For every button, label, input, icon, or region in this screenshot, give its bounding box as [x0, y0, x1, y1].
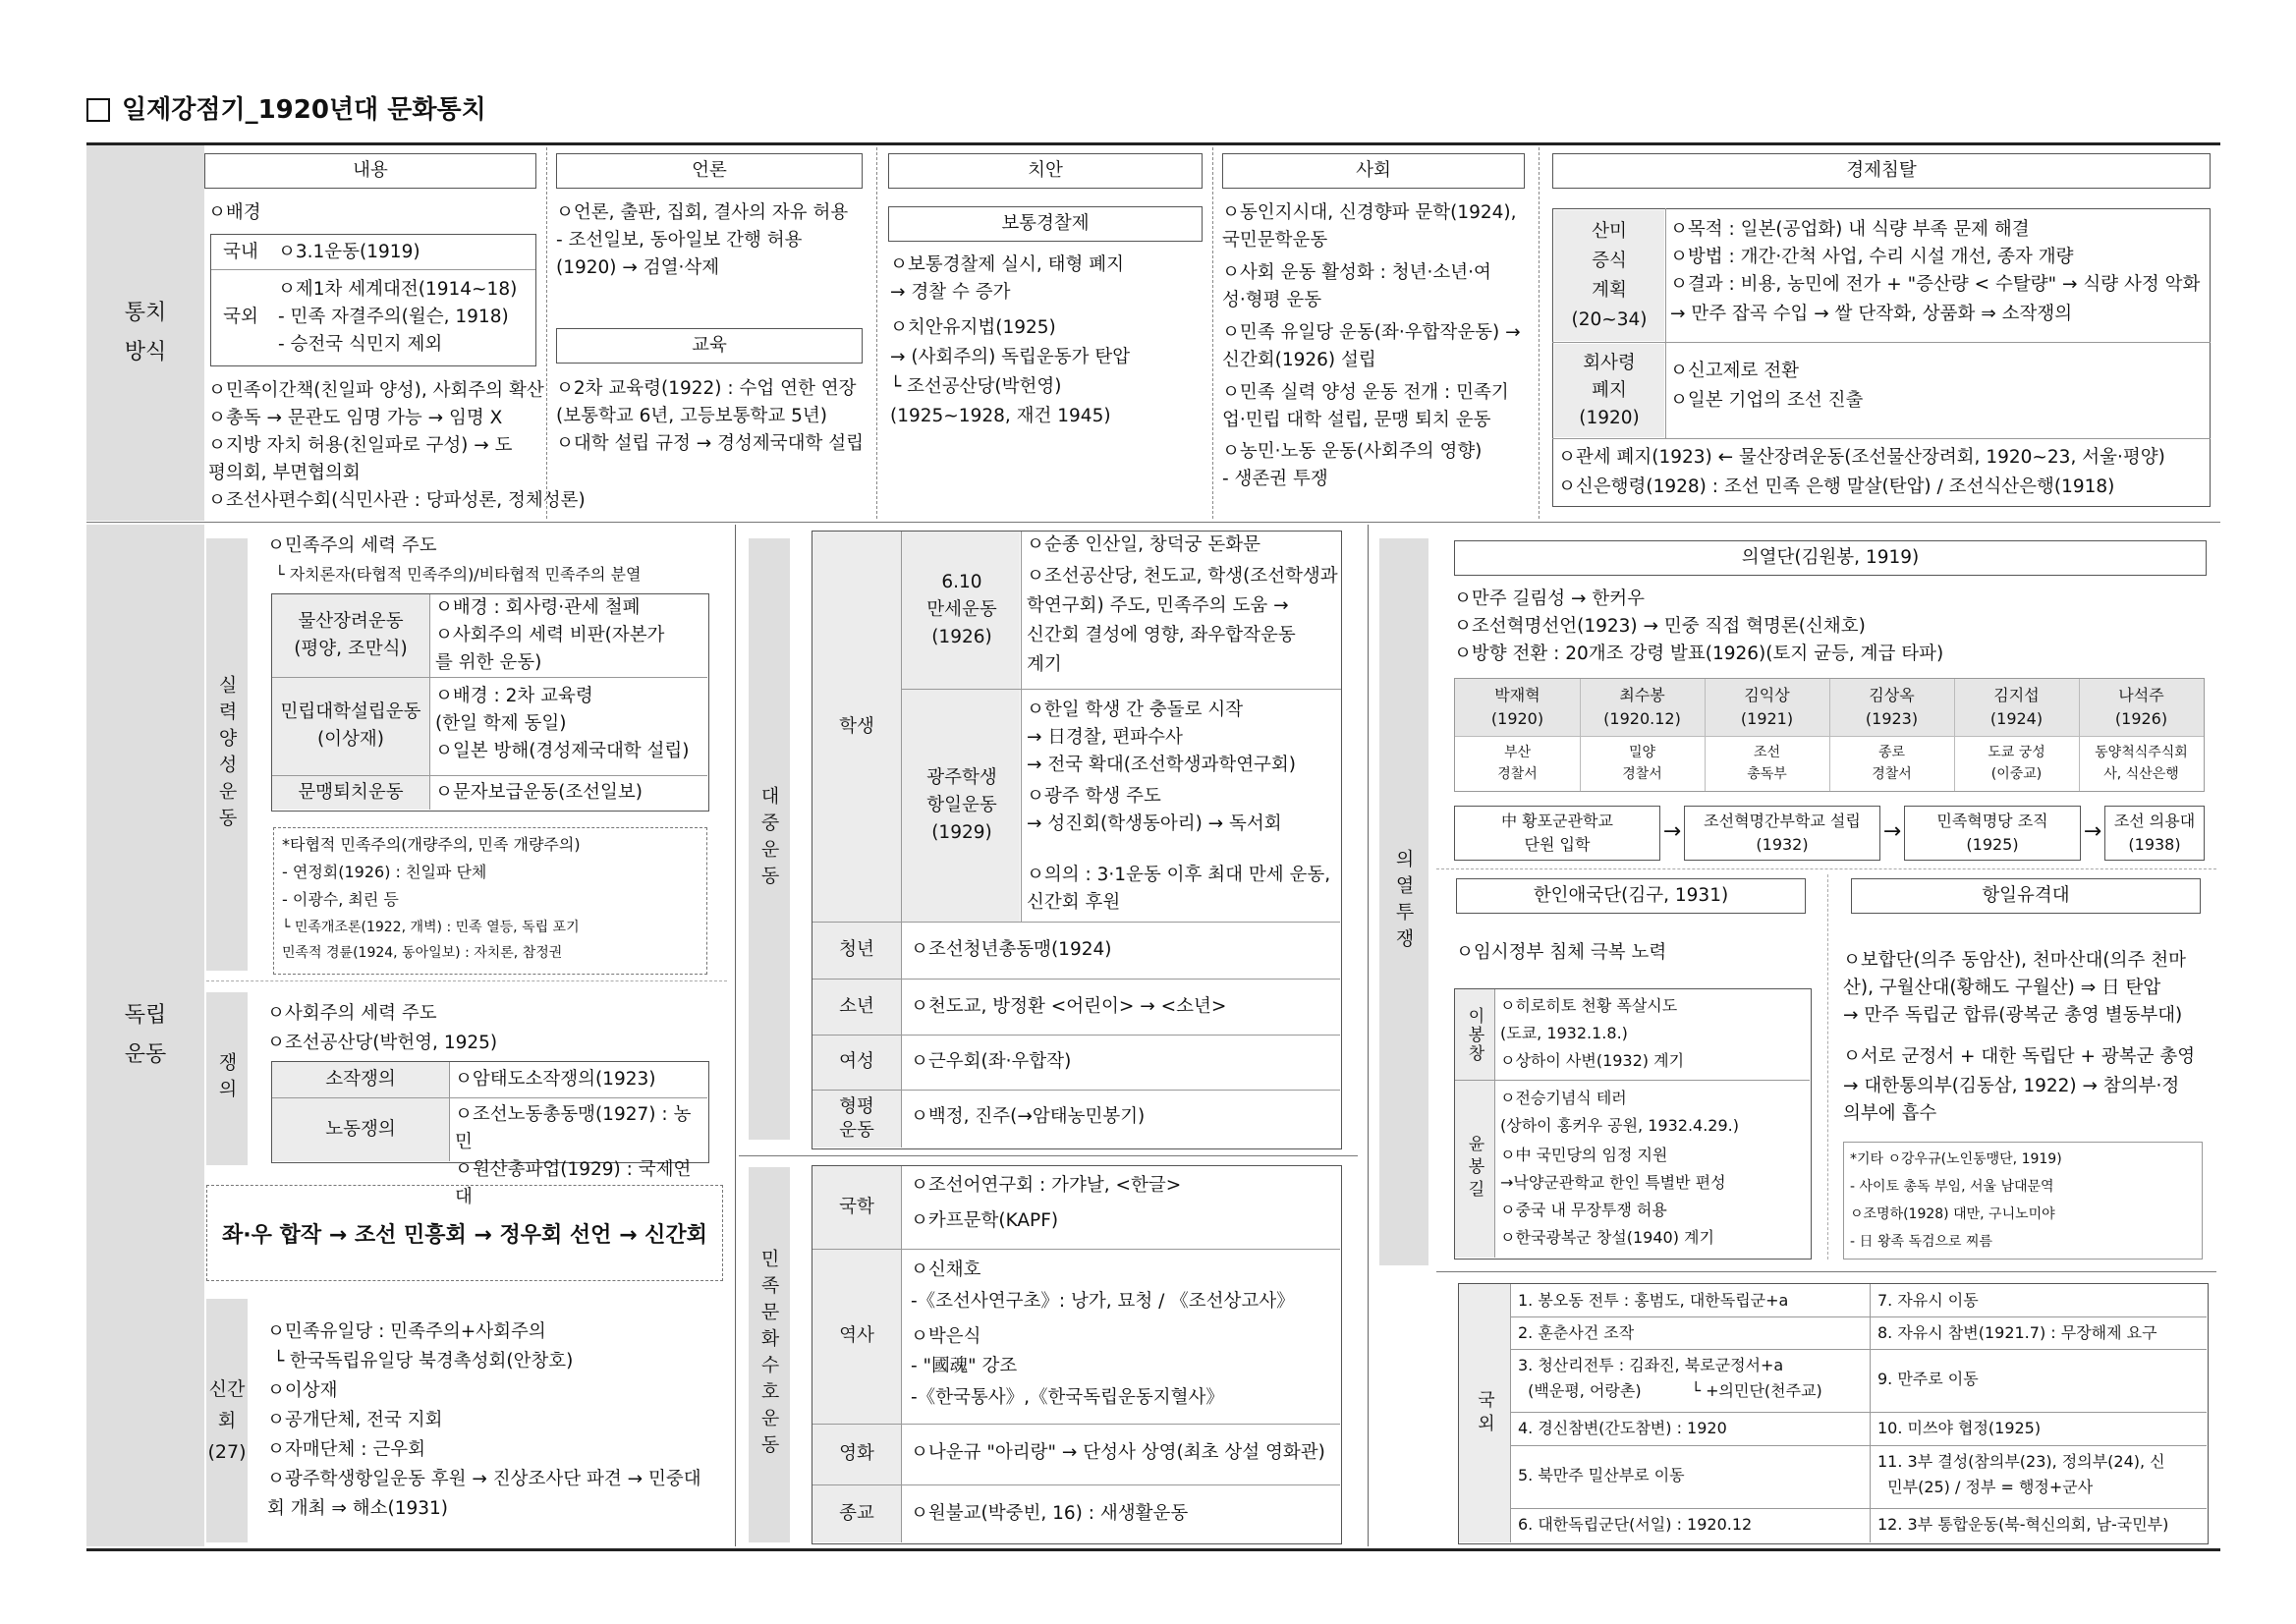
- abroad-label: 국외: [1459, 1284, 1510, 1542]
- guerrilla-item: → 대한통의부(김동삼, 1922) → 참의부·정: [1843, 1076, 2180, 1096]
- gwangju-label: 광주학생 항일운동 (1929): [926, 766, 997, 843]
- corp-item: ㅇ일본 기업의 조선 진출: [1670, 390, 1864, 411]
- dispute-row-name: 노동쟁의: [325, 1118, 396, 1140]
- page-title: 일제강점기_1920년대 문화통치: [122, 95, 486, 125]
- security-item: ㅇ치안유지법(1925): [890, 317, 1056, 338]
- society-item: 성·형평 운동: [1222, 290, 1322, 310]
- dispute-head: ㅇ사회주의 세력 주도: [267, 1003, 437, 1024]
- guerrilla-item: 산), 구월산대(황해도 구월산) ⇒ 日 탄압: [1843, 978, 2161, 998]
- content-item: ㅇ지방 자치 허용(친일파로 구성) → 도: [208, 435, 513, 456]
- uiyeol-header: 의열단(김원봉, 1919): [1454, 540, 2207, 576]
- section-divider: [86, 522, 2220, 523]
- singan-item: ㅇ공개단체, 전국 지회: [267, 1410, 443, 1430]
- rice-item: ㅇ방법 : 개간·간척 사업, 수리 시설 개선, 종자 개량: [1670, 247, 2074, 267]
- compromise-line: - 이광수, 최린 등: [282, 890, 399, 909]
- abroad-item: 6. 대한독립군단(서일) : 1920.12: [1518, 1515, 1753, 1534]
- singan-item: └ 한국독립유일당 북경촉성회(안창호): [273, 1351, 574, 1372]
- mass-movement-label: 대중운동: [749, 538, 790, 1140]
- june10-item: ㅇ조선공산당, 천도교, 학생(조선학생과: [1027, 566, 1338, 587]
- attack-place: 동양척식주식회 사, 식산은행: [2095, 745, 2188, 782]
- women-desc: ㅇ근우회(좌·우합작): [911, 1051, 1072, 1072]
- culture-label: 민족문화수호운동: [749, 1167, 790, 1542]
- attack-name: 김익상 (1921): [1740, 686, 1794, 728]
- gwangju-item: → 日경찰, 편파수사: [1027, 727, 1183, 748]
- flow-step: 中 황포군관학교 단원 입학: [1454, 806, 1660, 861]
- society-item: ㅇ농민·노동 운동(사회주의 영향): [1222, 441, 1483, 462]
- history-item: -《조선사연구초》: 낭가, 묘청 / 《조선상고사》: [911, 1291, 1295, 1312]
- abroad-item: 1. 봉오동 전투 : 홍범도, 대한독립군+a: [1518, 1291, 1789, 1310]
- society-item: ㅇ민족 실력 양성 운동 전개 : 민족기: [1222, 382, 1509, 403]
- lee-item: ㅇ히로히토 천황 폭살시도: [1500, 996, 1678, 1015]
- abroad-item: 12. 3부 통합운동(북-혁신의회, 남-국민부): [1877, 1515, 2169, 1534]
- bottom-rule: [86, 1548, 2220, 1551]
- security-item: → 경찰 수 증가: [890, 282, 1011, 303]
- content-item: 평의회, 부면협의회: [208, 463, 361, 483]
- june10-item: ㅇ순종 인산일, 창덕궁 돈화문: [1027, 534, 1260, 555]
- dispute-head: ㅇ조선공산당(박헌영, 1925): [267, 1033, 498, 1053]
- attack-place: 조선 총독부: [1747, 745, 1787, 782]
- culture-table: [812, 1165, 1342, 1544]
- korean-item: ㅇ카프문학(KAPF): [911, 1210, 1059, 1231]
- misc-line: ㅇ조명하(1928) 대만, 구니노미야: [1850, 1206, 2055, 1222]
- singan-item: ㅇ자매단체 : 근우회: [267, 1439, 425, 1460]
- corp-item: ㅇ신고제로 전환: [1670, 361, 1799, 381]
- dispute-table: [271, 1061, 709, 1207]
- society-item: 업·민립 대학 설립, 문맹 퇴치 운동: [1222, 410, 1491, 430]
- society-item: 신간회(1926) 설립: [1222, 350, 1376, 370]
- gwangju-item: → 성진회(학생동아리) → 독서회: [1027, 813, 1282, 834]
- yoon-item: (상하이 홍커우 공원, 1932.4.29.): [1500, 1116, 1739, 1135]
- domestic-label: 국내: [223, 242, 258, 262]
- june10-item: 학연구회) 주도, 민족주의 도움 →: [1027, 595, 1289, 616]
- history-item: ㅇ박은식: [911, 1326, 981, 1347]
- foreign-label: 국외: [223, 307, 258, 327]
- dispute-label: 쟁의: [206, 992, 248, 1165]
- youth-label: 청년: [839, 939, 874, 960]
- aegook-header: 한인애국단(김구, 1931): [1456, 878, 1806, 914]
- lee-item: (도쿄, 1932.1.8.): [1500, 1024, 1628, 1042]
- abroad-item: 8. 자유시 참변(1921.7) : 무장해제 요구: [1877, 1323, 2157, 1342]
- attack-place: 부산 경찰서: [1497, 745, 1538, 782]
- foreign-line-1: ㅇ제1차 세계대전(1914~18): [278, 279, 518, 300]
- religion-label: 종교: [839, 1502, 874, 1524]
- film-label: 영화: [839, 1443, 874, 1464]
- society-item: ㅇ사회 운동 활성화 : 청년·소년·여: [1222, 262, 1491, 283]
- lee-label: 이봉창: [1464, 1006, 1484, 1063]
- guerrilla-item: ㅇ서로 군정서 + 대한 독립단 + 광복군 총영: [1843, 1046, 2196, 1067]
- silryeok-table: [271, 593, 709, 812]
- attack-name: 김지섭 (1924): [1989, 686, 2044, 728]
- abroad-item: 9. 만주로 이동: [1877, 1370, 1979, 1388]
- press-item: ㅇ언론, 출판, 집회, 결사의 자유 허용: [556, 202, 849, 223]
- hyeongpyeong-label: 형평 운동: [839, 1095, 874, 1141]
- attack-name: 최수봉 (1920.12): [1603, 686, 1681, 728]
- attack-name: 김상옥 (1923): [1865, 686, 1919, 728]
- silryeok-row-name: 문맹퇴치운동: [298, 781, 404, 803]
- gwangju-item: ㅇ광주 학생 주도: [1027, 786, 1161, 807]
- religion-desc: ㅇ원불교(박중빈, 16) : 새생활운동: [911, 1503, 1189, 1524]
- security-item: → (사회주의) 독립운동가 탄압: [890, 347, 1131, 367]
- silryeok-row-desc: ㅇ문자보급운동(조선일보): [435, 782, 644, 803]
- june10-item: 계기: [1027, 654, 1062, 675]
- mass-table: [812, 531, 1342, 1149]
- dispute-row-desc: ㅇ암태도소작쟁의(1923): [455, 1069, 656, 1090]
- flow-arrow-icon: →: [1662, 819, 1682, 844]
- gwangju-item: ㅇ의의 : 3·1운동 이후 최대 만세 운동,: [1027, 865, 1331, 885]
- abroad-item: 7. 자유시 이동: [1877, 1291, 1979, 1310]
- silryeok-label: 실력양성운동: [206, 538, 248, 971]
- education-item: ㅇ대학 설립 규정 → 경성제국대학 설립: [556, 433, 864, 454]
- compromise-line: └ 민족개조론(1922, 개벽) : 민족 열등, 독립 포기: [282, 920, 580, 935]
- dispute-row-name: 소작쟁의: [325, 1069, 396, 1090]
- security-header: 치안: [888, 153, 1203, 189]
- police-system-box: 보통경찰제: [888, 206, 1203, 242]
- economy-header: 경제침탈: [1552, 153, 2211, 189]
- flow-arrow-icon: →: [1882, 819, 1902, 844]
- uiyeol-item: ㅇ만주 길림성 → 한커우: [1454, 588, 1645, 609]
- dispute-row-desc: ㅇ조선노동총동맹(1927) : 농민 ㅇ원산총파업(1929) : 국제연대: [455, 1104, 692, 1207]
- flow-step: 조선혁명간부학교 설립 (1932): [1684, 806, 1880, 861]
- misc-line: - 사이토 총독 부임, 서울 남대문역: [1850, 1179, 2054, 1195]
- content-item: ㅇ총독 → 문관도 임명 가능 → 임명 X: [208, 408, 503, 428]
- society-item: ㅇ동인지시대, 신경향파 문학(1924),: [1222, 202, 1517, 223]
- security-item: └ 조선공산당(박헌영): [890, 376, 1062, 397]
- yoon-item: →낙양군관학교 한인 특별반 편성: [1500, 1173, 1726, 1192]
- abroad-item: 2. 훈춘사건 조작: [1518, 1323, 1635, 1342]
- guerrilla-item: 의부에 흡수: [1843, 1103, 1937, 1124]
- flow-arrow-icon: →: [2083, 819, 2102, 844]
- attack-name: 박재혁 (1920): [1490, 686, 1544, 728]
- attack-place: 밀양 경찰서: [1622, 745, 1662, 782]
- society-item: - 생존권 투쟁: [1222, 469, 1328, 489]
- singan-item: ㅇ이상재: [267, 1380, 338, 1401]
- content-header: 내용: [204, 153, 536, 189]
- yoon-label: 윤봉길: [1464, 1135, 1484, 1203]
- economy-item: ㅇ관세 폐지(1923) ← 물산장려운동(조선물산장려회, 1920~23, 서울·평양): [1558, 447, 2165, 468]
- abroad-item: 5. 북만주 밀산부로 이동: [1518, 1466, 1685, 1484]
- uiyeol-item: ㅇ조선혁명선언(1923) → 민중 직접 혁명론(신채호): [1454, 616, 1866, 637]
- june10-label: 6.10 만세운동 (1926): [926, 572, 997, 647]
- compromise-box: [273, 827, 707, 975]
- silryeok-row-desc: ㅇ배경 : 회사령·관세 철폐 ㅇ사회주의 세력 비판(자본가 를 위한 운동): [435, 597, 665, 673]
- june10-item: 신간회 결성에 영향, 좌우합작운동: [1027, 625, 1296, 645]
- silryeok-row-name: 물산장려운동 (평양, 조만식): [294, 611, 408, 659]
- compromise-line: - 연정회(1926) : 친일파 단체: [282, 863, 487, 881]
- aegook-table: [1454, 988, 1812, 1260]
- content-background-label: ㅇ배경: [208, 202, 261, 223]
- korean-item: ㅇ조선어연구회 : 가갸날, <한글>: [911, 1175, 1182, 1196]
- silryeok-head: ㅇ민족주의 세력 주도: [267, 535, 437, 556]
- content-item: ㅇ조선사편수회(식민사관 : 당파성론, 정체성론): [208, 490, 586, 511]
- education-item: (보통학교 6년, 고등보통학교 5년): [556, 406, 827, 426]
- yoon-item: ㅇ전승기념식 테러: [1500, 1089, 1627, 1107]
- history-item: -《한국통사》,《한국독립운동지혈사》: [911, 1387, 1224, 1408]
- korean-studies-label: 국학: [839, 1197, 874, 1217]
- yoon-item: ㅇ한국광복군 창설(1940) 계기: [1500, 1228, 1714, 1247]
- education-item: ㅇ2차 교육령(1922) : 수업 연한 연장: [556, 378, 857, 399]
- society-header: 사회: [1222, 153, 1525, 189]
- section-rule-label: 통치 방식: [86, 145, 204, 521]
- yoon-item: ㅇ중국 내 무장투쟁 허용: [1500, 1201, 1667, 1219]
- top-rule: [86, 142, 2220, 145]
- aegook-intro: ㅇ임시정부 침체 극복 노력: [1456, 942, 1667, 963]
- guerrilla-header: 항일유격대: [1851, 878, 2201, 914]
- compromise-line: 민족적 경륜(1924, 동아일보) : 자치론, 참정권: [282, 945, 563, 961]
- abroad-item: 3. 청산리전투 : 김좌진, 북로군정서+a (백운평, 어랑촌) └ +의민단(천주교): [1518, 1356, 1822, 1400]
- misc-box: [1843, 1142, 2203, 1260]
- youth-desc: ㅇ조선청년총동맹(1924): [911, 939, 1112, 960]
- rice-plan-label: 산미 증식 계획 (20~34): [1554, 210, 1664, 341]
- silryeok-row-desc: ㅇ배경 : 2차 교육령 (한일 학제 동일) ㅇ일본 방해(경성제국대학 설립): [435, 686, 690, 761]
- history-label: 역사: [839, 1325, 874, 1346]
- gwangju-item: → 전국 확대(조선학생과학연구회): [1027, 755, 1297, 775]
- yoon-item: ㅇ中 국민당의 임정 지원: [1500, 1146, 1668, 1164]
- guerrilla-item: → 만주 독립군 합류(광복군 총영 별동부대): [1843, 1005, 2183, 1026]
- content-item: ㅇ민족이간책(친일파 양성), 사회주의 확산: [208, 380, 544, 401]
- abroad-item: 4. 경신참변(간도참변) : 1920: [1518, 1419, 1727, 1437]
- flow-step: 조선 의용대 (1938): [2104, 806, 2205, 861]
- singan-item: ㅇ민족유일당 : 민족주의+사회주의: [267, 1321, 546, 1342]
- film-desc: ㅇ나운규 "아리랑" → 단성사 상영(최초 상설 영화관): [911, 1442, 1325, 1463]
- rice-item: ㅇ목적 : 일본(공업화) 내 식량 부족 문제 해결: [1670, 219, 2030, 240]
- education-header: 교육: [556, 328, 863, 364]
- cooperation-flow: 좌·우 합작 → 조선 민흥회 → 정우회 선언 → 신간회: [206, 1185, 723, 1281]
- attack-name: 나석주 (1926): [2114, 686, 2168, 728]
- guerrilla-item: ㅇ보합단(의주 동암산), 천마산대(의주 천마: [1843, 950, 2186, 971]
- children-desc: ㅇ천도교, 방정환 <어린이> → <소년>: [911, 996, 1227, 1017]
- history-item: ㅇ신채호: [911, 1260, 981, 1280]
- hyeongpyeong-desc: ㅇ백정, 진주(→암태농민봉기): [911, 1106, 1146, 1127]
- silryeok-head: └ 자치론자(타협적 민족주의)/비타협적 민족주의 분열: [275, 565, 642, 584]
- gwangju-item: ㅇ한일 학생 간 충돌로 시작: [1027, 700, 1244, 720]
- history-item: - "國魂" 강조: [911, 1356, 1018, 1376]
- abroad-item: 11. 3부 결성(참의부(23), 정의부(24), 신 민부(25) / 정부 = 행정+군사: [1877, 1452, 2165, 1496]
- society-item: ㅇ민족 유일당 운동(좌·우합작운동) →: [1222, 322, 1521, 343]
- attack-place: 종로 경찰서: [1872, 745, 1912, 782]
- security-item: ㅇ보통경찰제 실시, 태형 폐지: [890, 254, 1124, 275]
- security-item: (1925~1928, 재건 1945): [890, 406, 1111, 426]
- women-label: 여성: [839, 1051, 874, 1072]
- misc-line: *기타 ㅇ강우규(노인동맹단, 1919): [1850, 1151, 2062, 1167]
- lee-item: ㅇ상하이 사변(1932) 계기: [1500, 1051, 1685, 1070]
- righteous-struggle-label: 의열투쟁: [1379, 538, 1428, 1265]
- compromise-line: *타협적 민족주의(개량주의, 민족 개량주의): [282, 835, 581, 854]
- title-checkbox-icon: [86, 98, 110, 122]
- rice-item: ㅇ결과 : 비용, 농민에 전가 + "증산량 < 수탈량" → 식량 사정 악화: [1670, 274, 2201, 295]
- student-label: 학생: [839, 715, 874, 737]
- press-item: - 조선일보, 동아일보 간행 허용: [556, 230, 803, 251]
- background-table: [210, 234, 536, 366]
- section-independence-label: 독립 운동: [86, 525, 204, 1546]
- abroad-table: [1458, 1283, 2209, 1544]
- singan-item: ㅇ광주학생항일운동 후원 → 진상조사단 파견 → 민중대: [267, 1469, 701, 1489]
- society-item: 국민문학운동: [1222, 230, 1328, 251]
- children-label: 소년: [839, 995, 874, 1017]
- flow-step: 민족혁명당 조직 (1925): [1904, 806, 2081, 861]
- economy-item: ㅇ신은행령(1928) : 조선 민족 은행 말살(탄압) / 조선식산은행(1918): [1558, 476, 2115, 497]
- attack-table: [1454, 678, 2205, 792]
- abroad-item: 10. 미쓰야 협정(1925): [1877, 1419, 2042, 1437]
- gwangju-item: 신간회 후원: [1027, 892, 1121, 913]
- attack-place: 도쿄 궁성 (이중교): [1988, 745, 2045, 782]
- foreign-line-2: - 민족 자결주의(윌슨, 1918): [278, 307, 509, 327]
- domestic-text: ㅇ3.1운동(1919): [278, 242, 420, 262]
- rice-item: → 만주 잡곡 수입 → 쌀 단작화, 상품화 ⇒ 소작쟁의: [1670, 304, 2073, 324]
- uiyeol-item: ㅇ방향 전환 : 20개조 강령 발표(1926)(토지 균등, 계급 타파): [1454, 644, 1944, 664]
- foreign-line-3: - 승전국 식민지 제외: [278, 334, 443, 355]
- press-item: (1920) → 검열·삭제: [556, 257, 720, 278]
- silryeok-row-name: 민립대학설립운동 (이상재): [280, 701, 421, 750]
- singan-label: 신간회 (27): [206, 1299, 248, 1542]
- misc-line: - 日 왕족 독검으로 찌름: [1850, 1234, 1993, 1250]
- singan-item: 회 개최 ⇒ 해소(1931): [267, 1498, 449, 1519]
- press-header: 언론: [556, 153, 863, 189]
- corporate-law-label: 회사령 폐지 (1920): [1554, 344, 1664, 437]
